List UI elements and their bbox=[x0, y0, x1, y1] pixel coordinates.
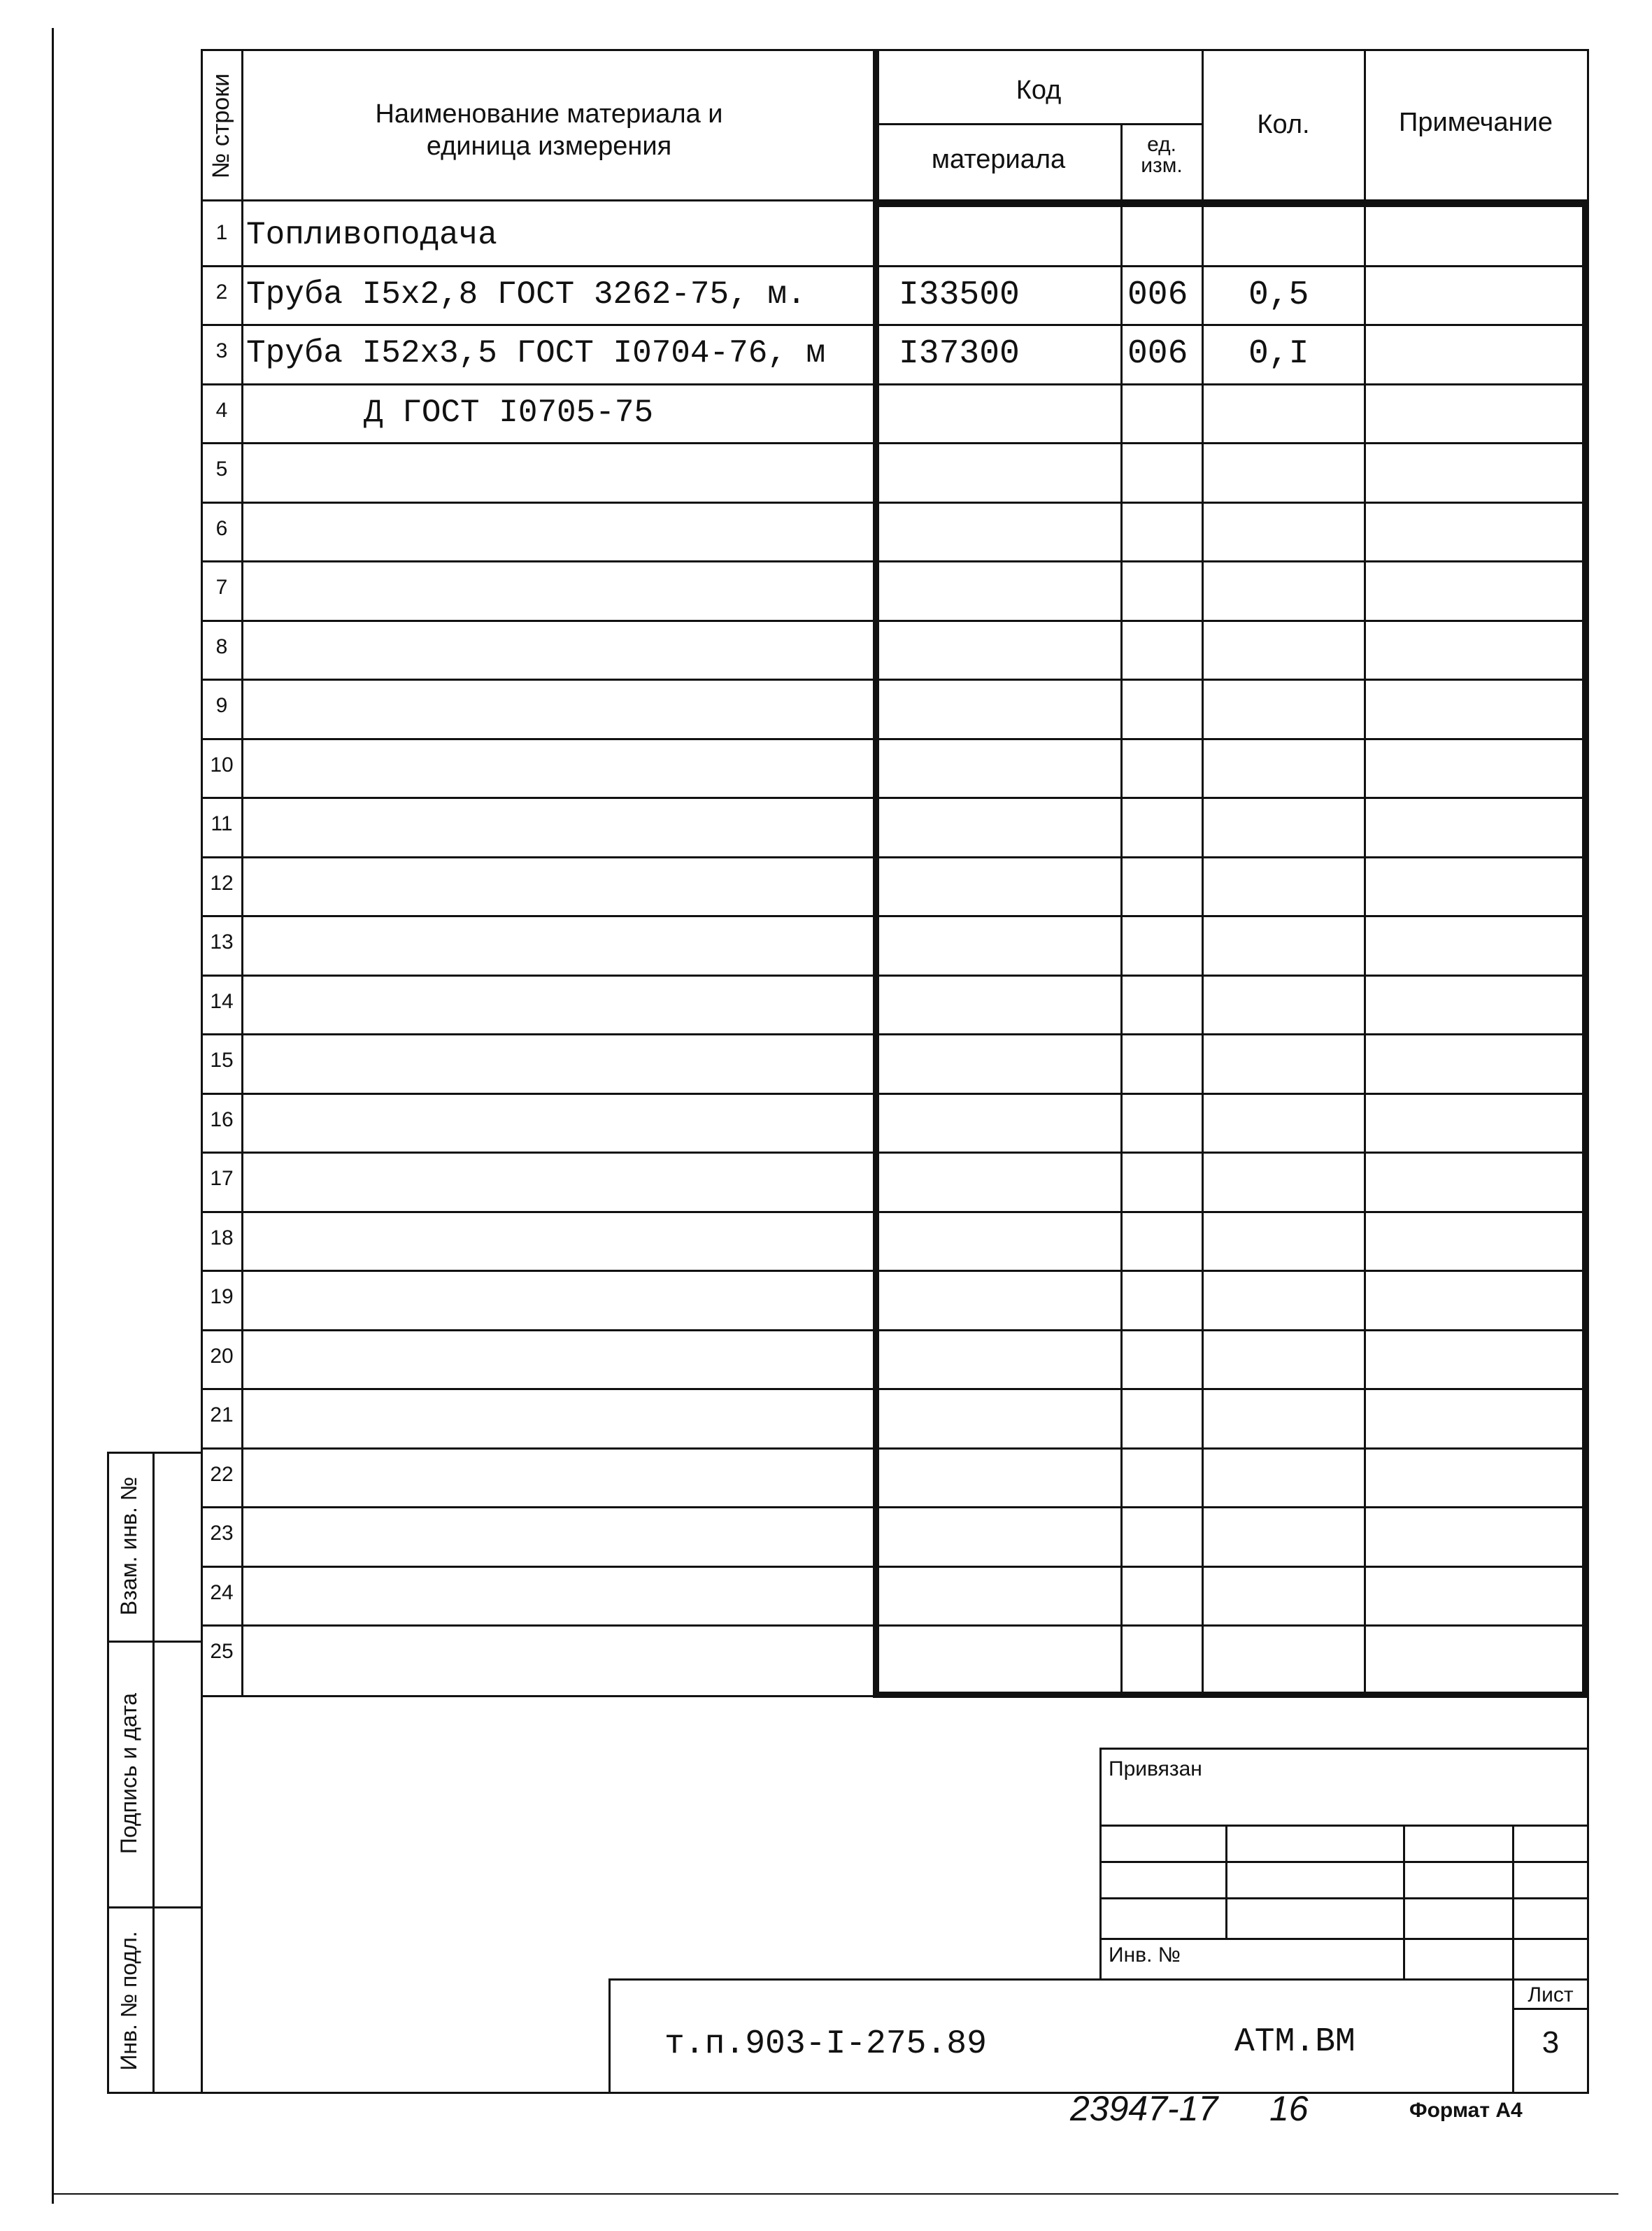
row-number: 25 bbox=[210, 1640, 234, 1663]
row-number: 10 bbox=[210, 753, 234, 777]
privyazan-label: Привязан bbox=[1109, 1757, 1202, 1780]
row-separator bbox=[201, 324, 1589, 326]
unit-code: 006 bbox=[1127, 335, 1188, 373]
row-number: 18 bbox=[210, 1226, 234, 1249]
row-number: 2 bbox=[215, 280, 228, 304]
stamp-main-left bbox=[608, 1978, 611, 2094]
row-number: 5 bbox=[215, 458, 228, 481]
privyazan-line-2 bbox=[1099, 1861, 1589, 1863]
header-bottom-thick bbox=[873, 201, 1586, 207]
material-name: Топливоподача bbox=[246, 217, 497, 253]
row-number: 20 bbox=[210, 1344, 234, 1368]
row-number: 15 bbox=[210, 1049, 234, 1072]
row-separator bbox=[201, 1093, 1589, 1095]
code-subheader-line bbox=[873, 123, 1202, 125]
header-qty: Кол. bbox=[1257, 110, 1310, 139]
header-row-number: № строки bbox=[208, 73, 234, 179]
row-number: 9 bbox=[215, 694, 228, 717]
row-separator bbox=[201, 1033, 1589, 1035]
material-name: Труба I52x3,5 ГОСТ I0704-76, м bbox=[246, 335, 826, 371]
row-number: 3 bbox=[215, 339, 228, 362]
sheet-number: 3 bbox=[1541, 2025, 1560, 2060]
row-separator bbox=[201, 502, 1589, 504]
row-separator bbox=[201, 915, 1589, 917]
header-unit-line1: ед. bbox=[1147, 133, 1176, 156]
row-number: 24 bbox=[210, 1580, 234, 1604]
privyazan-col-3 bbox=[1512, 1825, 1514, 1980]
row-separator bbox=[201, 383, 1589, 385]
row-number: 13 bbox=[210, 930, 234, 954]
row-number: 12 bbox=[210, 871, 234, 895]
row-number: 6 bbox=[215, 516, 228, 540]
material-name: Д ГОСТ I0705-75 bbox=[364, 394, 654, 431]
privyazan-line-1 bbox=[1099, 1825, 1589, 1827]
quantity: 0,5 bbox=[1248, 276, 1309, 314]
page-number: 16 bbox=[1269, 2089, 1309, 2128]
sheet-label: Лист bbox=[1528, 1983, 1574, 2006]
row-number: 8 bbox=[215, 635, 228, 658]
row-separator bbox=[201, 620, 1589, 622]
row-number: 7 bbox=[215, 576, 228, 599]
right-thick-border bbox=[1582, 201, 1588, 1697]
privyazan-col-1 bbox=[1225, 1825, 1227, 1938]
row-separator bbox=[201, 856, 1589, 858]
archive-number: 23947-17 bbox=[1070, 2089, 1218, 2128]
row-separator bbox=[201, 1152, 1589, 1154]
privyazan-line-3 bbox=[1099, 1897, 1589, 1899]
stamp-left-border bbox=[107, 1452, 109, 2094]
inv-no-label: Инв. № bbox=[1109, 1943, 1181, 1967]
header-note: Примечание bbox=[1399, 108, 1553, 137]
stamp-vzam-inv: Взам. инв. № bbox=[116, 1476, 141, 1616]
row-number: 19 bbox=[210, 1285, 234, 1308]
row-number: 22 bbox=[210, 1462, 234, 1486]
material-code: I33500 bbox=[899, 276, 1020, 314]
row-number: 11 bbox=[211, 812, 233, 835]
row-number: 14 bbox=[210, 989, 234, 1013]
row-separator bbox=[201, 1329, 1589, 1331]
header-material: материала bbox=[931, 145, 1066, 174]
table-bottom-line bbox=[201, 1695, 1589, 1697]
row-number: 17 bbox=[210, 1167, 234, 1190]
frame-bottom-border bbox=[107, 2092, 1589, 2094]
row-separator bbox=[201, 1506, 1589, 1508]
material-name: Труба I5x2,8 ГОСТ 3262-75, м. bbox=[246, 276, 806, 313]
privyazan-line-4 bbox=[1099, 1938, 1589, 1940]
row-number: 1 bbox=[215, 221, 228, 244]
row-number: 23 bbox=[210, 1522, 234, 1545]
stamp-podpis-data: Подпись и дата bbox=[116, 1692, 141, 1855]
col-divider-material bbox=[1120, 125, 1123, 1695]
row-number: 21 bbox=[210, 1403, 234, 1426]
header-unit-line2: изм. bbox=[1141, 154, 1183, 177]
row-separator bbox=[201, 1566, 1589, 1568]
bottom-edge-line bbox=[52, 2193, 1618, 2195]
row-separator bbox=[201, 1211, 1589, 1213]
row-separator bbox=[201, 975, 1589, 977]
binding-margin-line bbox=[52, 28, 54, 2204]
material-code: I37300 bbox=[899, 335, 1020, 373]
row-separator bbox=[201, 265, 1589, 267]
format-label: Формат А4 bbox=[1409, 2099, 1523, 2122]
stamp-main-top bbox=[608, 1978, 1589, 1981]
row-separator bbox=[201, 1447, 1589, 1450]
stamp-sheet-line bbox=[1512, 2008, 1589, 2010]
privyazan-col-2 bbox=[1403, 1825, 1405, 1980]
header-name-line2: единица измерения bbox=[426, 132, 672, 161]
header-name-line1: Наименование материала и bbox=[375, 99, 723, 129]
doc-mark: АТМ.ВМ bbox=[1234, 2023, 1355, 2061]
header-code: Код bbox=[1016, 76, 1062, 105]
col-divider-name bbox=[873, 49, 879, 1697]
stamp-inner-border bbox=[152, 1452, 155, 2094]
stamp-inv-podl: Инв. № подл. bbox=[116, 1931, 141, 2071]
row-number: 16 bbox=[210, 1107, 234, 1131]
header-unit bbox=[1123, 134, 1201, 176]
doc-code: т.п.903-I-275.89 bbox=[664, 2025, 987, 2063]
privyazan-left bbox=[1099, 1748, 1102, 1980]
privyazan-top bbox=[1099, 1748, 1589, 1750]
quantity: 0,I bbox=[1248, 335, 1309, 373]
row-separator bbox=[201, 1624, 1589, 1627]
table-top-border bbox=[201, 49, 1589, 51]
row-separator bbox=[201, 560, 1589, 562]
row-separator bbox=[201, 442, 1589, 444]
row-separator bbox=[201, 738, 1589, 740]
row-separator bbox=[201, 1388, 1589, 1390]
unit-code: 006 bbox=[1127, 276, 1188, 314]
row-number: 4 bbox=[215, 398, 228, 422]
row-separator bbox=[201, 797, 1589, 799]
row-separator bbox=[201, 679, 1589, 681]
row-separator bbox=[201, 1270, 1589, 1272]
